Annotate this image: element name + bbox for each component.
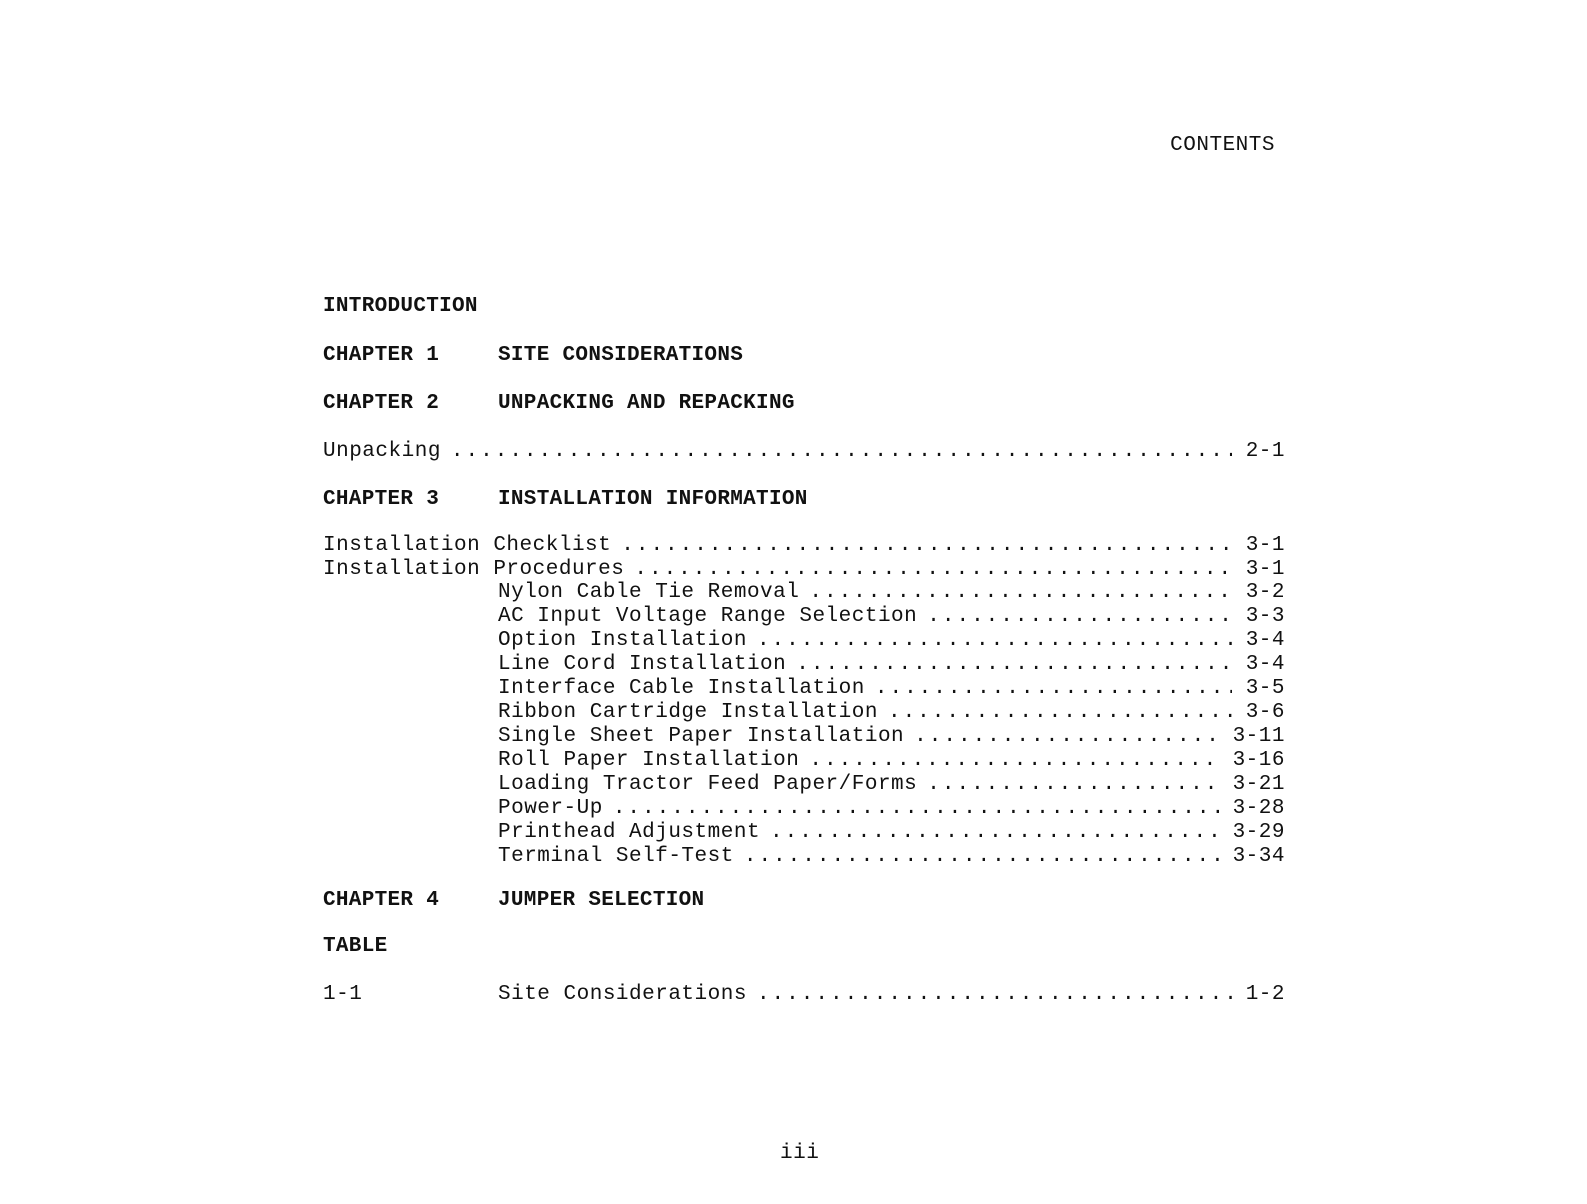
- toc-entry-title: Unpacking: [323, 440, 441, 463]
- toc-subentry[interactable]: [498, 749, 1285, 773]
- dot-leader: [770, 821, 1219, 845]
- dot-leader: [757, 629, 1232, 653]
- chapter-2-label: CHAPTER 2: [323, 392, 440, 415]
- toc-subentry[interactable]: [498, 581, 1285, 605]
- toc-entry-page: 2-1: [1245, 440, 1285, 463]
- dot-leader: [744, 845, 1219, 869]
- toc-entry-title: Installation Checklist: [323, 534, 612, 557]
- dot-leader: [809, 581, 1231, 605]
- toc-entry-title: Power-Up: [498, 797, 603, 820]
- dot-leader: [914, 725, 1218, 749]
- dot-leader: [796, 653, 1231, 677]
- toc-entry-page: 3-5: [1245, 677, 1285, 700]
- toc-entry[interactable]: [323, 558, 1285, 582]
- chapter-1-label: CHAPTER 1: [323, 344, 440, 367]
- toc-entry-title: Printhead Adjustment: [498, 821, 761, 844]
- dot-leader: [621, 534, 1231, 558]
- toc-subentry[interactable]: [498, 797, 1285, 821]
- toc-entry-title: Option Installation: [498, 629, 747, 652]
- toc-subentry[interactable]: [498, 773, 1285, 797]
- chapter-3-label: CHAPTER 3: [323, 488, 440, 511]
- page-title: CONTENTS: [1170, 134, 1275, 157]
- toc-entry-title: Interface Cable Installation: [498, 677, 865, 700]
- toc-entry-page: 3-3: [1245, 605, 1285, 628]
- toc-subentry[interactable]: [498, 725, 1285, 749]
- introduction-heading: INTRODUCTION: [323, 295, 478, 318]
- toc-entry-page: 3-6: [1245, 701, 1285, 724]
- chapter-3-title: INSTALLATION INFORMATION: [498, 488, 808, 511]
- dot-leader: [927, 773, 1218, 797]
- toc-entry-title: Single Sheet Paper Installation: [498, 725, 905, 748]
- toc-entry-page: 3-4: [1245, 653, 1285, 676]
- chapter-1-title: SITE CONSIDERATIONS: [498, 344, 744, 367]
- toc-subentry[interactable]: [498, 821, 1285, 845]
- toc-entry-page: 3-34: [1232, 845, 1285, 868]
- toc-entry-page: 3-1: [1245, 558, 1285, 581]
- table-entry[interactable]: [498, 983, 1285, 1007]
- toc-entry-page: 3-28: [1232, 797, 1285, 820]
- toc-entry-title: Loading Tractor Feed Paper/Forms: [498, 773, 918, 796]
- toc-entry-title: Nylon Cable Tie Removal: [498, 581, 800, 604]
- toc-entry-page: 3-11: [1232, 725, 1285, 748]
- toc-subentry[interactable]: [498, 605, 1285, 629]
- dot-leader: [634, 558, 1231, 582]
- toc-entry[interactable]: [323, 534, 1285, 558]
- page-number: iii: [780, 1142, 820, 1165]
- chapter-4-label: CHAPTER 4: [323, 889, 440, 912]
- toc-subentry[interactable]: [498, 653, 1285, 677]
- toc-entry-page: 1-2: [1245, 983, 1285, 1006]
- toc-subentry[interactable]: [498, 629, 1285, 653]
- dot-leader: [888, 701, 1232, 725]
- dot-leader: [875, 677, 1232, 701]
- toc-entry-page: 3-29: [1232, 821, 1285, 844]
- toc-entry-title: AC Input Voltage Range Selection: [498, 605, 918, 628]
- dot-leader: [613, 797, 1219, 821]
- toc-entry-title: Site Considerations: [498, 983, 747, 1006]
- toc-entry-title: Installation Procedures: [323, 558, 625, 581]
- chapter-2-title: UNPACKING AND REPACKING: [498, 392, 795, 415]
- toc-entry-page: 3-4: [1245, 629, 1285, 652]
- table-heading: TABLE: [323, 935, 388, 958]
- toc-entry-page: 3-2: [1245, 581, 1285, 604]
- dot-leader: [809, 749, 1218, 773]
- toc-entry-title: Terminal Self-Test: [498, 845, 734, 868]
- dot-leader: [927, 605, 1231, 629]
- dot-leader: [757, 983, 1232, 1007]
- toc-entry-page: 3-16: [1232, 749, 1285, 772]
- toc-subentry[interactable]: [498, 845, 1285, 869]
- toc-entry-title: Roll Paper Installation: [498, 749, 800, 772]
- table-number: 1-1: [323, 983, 363, 1006]
- toc-entry-title: Line Cord Installation: [498, 653, 787, 676]
- toc-entry-page: 3-1: [1245, 534, 1285, 557]
- toc-entry-title: Ribbon Cartridge Installation: [498, 701, 878, 724]
- toc-subentry[interactable]: [498, 701, 1285, 725]
- toc-entry[interactable]: [323, 440, 1285, 464]
- dot-leader: [451, 440, 1232, 464]
- toc-entry-page: 3-21: [1232, 773, 1285, 796]
- toc-subentry[interactable]: [498, 677, 1285, 701]
- chapter-4-title: JUMPER SELECTION: [498, 889, 705, 912]
